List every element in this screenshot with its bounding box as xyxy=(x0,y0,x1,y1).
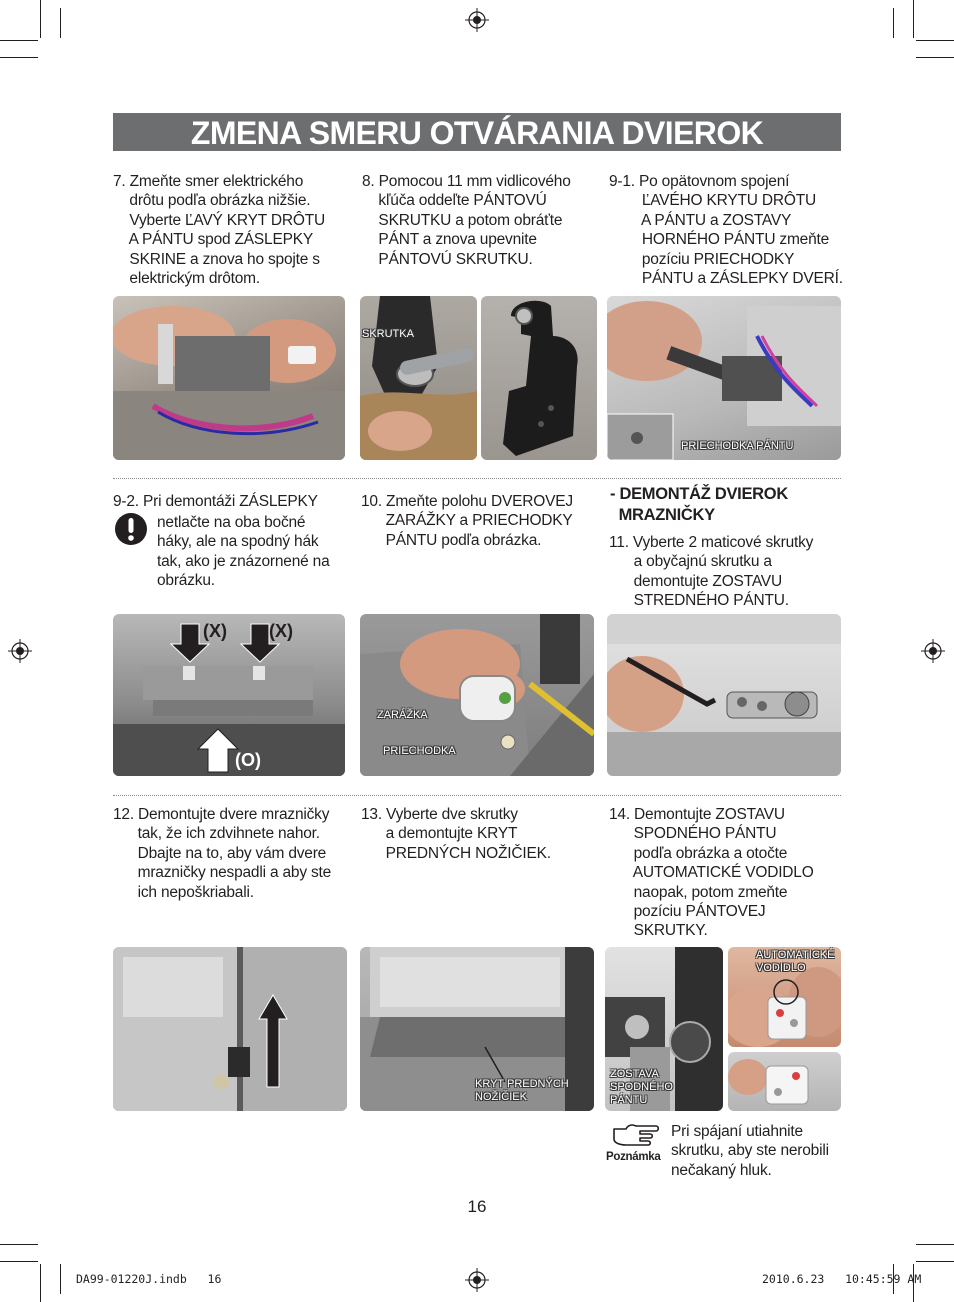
note-icon-label: Poznámka xyxy=(606,1151,661,1163)
photo-hinge xyxy=(481,296,597,460)
section-divider xyxy=(113,478,841,479)
label-zarazka: ZARÁŽKA xyxy=(377,709,428,721)
crop-mark xyxy=(913,0,914,38)
crop-mark xyxy=(916,40,954,41)
step-9-2-body: netlačte na oba bočné háky, ale na spodný hák tak, ako je znázornené na obrázku. xyxy=(157,514,330,590)
door-cap-illustration xyxy=(113,614,345,776)
crop-mark xyxy=(0,1261,38,1262)
auto-guide-reversed-illustration xyxy=(728,1052,841,1111)
wire-cover-illustration xyxy=(113,296,345,460)
photo-auto-guide-reversed xyxy=(728,1052,841,1111)
pointing-hand-icon xyxy=(610,1121,660,1151)
registration-mark-icon xyxy=(8,639,32,663)
photo-freezer-door xyxy=(113,947,347,1111)
registration-mark-icon xyxy=(465,1268,489,1292)
step-14-text: 14. Demontujte ZOSTAVU SPODNÉHO PÁNTU podľa obrázka a otočte AUTOMATICKÉ VODIDLO naopak, potom zmeňte pozíciu PÁNTOVEJ SKRUTKY. xyxy=(609,806,814,940)
crop-mark xyxy=(40,0,41,38)
photo-door-stopper xyxy=(360,614,594,776)
crop-mark xyxy=(916,57,954,58)
label-skrutka: SKRUTKA xyxy=(362,328,414,340)
label-kryt-prednych-noziciek: KRYT PREDNÝCH NOŽIČIEK xyxy=(475,1078,569,1103)
photo-bottom-hinge xyxy=(605,947,723,1111)
label-o: (O) xyxy=(235,750,261,770)
photo-middle-hinge xyxy=(607,614,841,776)
crop-mark xyxy=(0,57,38,58)
crop-mark xyxy=(40,1264,41,1302)
label-priechodka-pantu: PRIECHODKA PÁNTU xyxy=(681,440,794,452)
wrench-illustration xyxy=(360,296,477,460)
middle-hinge-illustration xyxy=(607,614,841,776)
note-text: Pri spájaní utiahnite skrutku, aby ste nerobili nečakaný hluk. xyxy=(671,1123,829,1179)
crop-mark xyxy=(60,8,61,38)
section-divider xyxy=(113,795,841,796)
photo-door-cap xyxy=(113,614,345,776)
registration-mark-icon xyxy=(465,8,489,32)
hinge-grommet-illustration xyxy=(607,296,841,460)
crop-mark xyxy=(60,1264,61,1294)
step-13-text: 13. Vyberte dve skrutky a demontujte KRYT PREDNÝCH NOŽIČIEK. xyxy=(361,806,551,862)
crop-mark xyxy=(893,8,894,38)
label-priechodka: PRIECHODKA xyxy=(383,745,456,757)
step-9-1-text: 9-1. Po opätovnom spojení ĽAVÉHO KRYTU DRÔTU A PÁNTU a ZOSTAVY HORNÉHO PÁNTU zmeňte pozíciu PRIECHODKY PÁNTU a ZÁSLEPKY DVERÍ. xyxy=(609,173,843,288)
hinge-illustration xyxy=(481,296,597,460)
step-8-text: 8. Pomocou 11 mm vidlicového kľúča oddeľte PÁNTOVÚ SKRUTKU a potom obráťte PÁNT a znova upevnite PÁNTOVÚ SKRUTKU. xyxy=(362,173,571,268)
crop-mark xyxy=(916,1261,954,1262)
section-heading-freezer: - DEMONTÁŽ DVIEROK MRAZNIČKY xyxy=(610,485,788,524)
page-title: ZMENA SMERU OTVÁRANIA DVIEROK xyxy=(190,115,764,151)
footer-timestamp: 2010.6.23 10:45:59 AM xyxy=(762,1272,922,1286)
crop-mark xyxy=(916,1244,954,1245)
step-12-text: 12. Demontujte dvere mrazničky tak, že ich zdvihnete nahor. Dbajte na to, aby vám dvere mrazničky nespadli a aby ste ich nepoškriabali. xyxy=(113,806,332,901)
step-7-text: 7. Zmeňte smer elektrického drôtu podľa obrázka nižšie. Vyberte ĽAVÝ KRYT DRÔTU A PÁNTU spod ZÁSLEPKY SKRINE a znova ho spojte s elektrickým drôtom. xyxy=(113,173,325,288)
crop-mark xyxy=(0,1244,38,1245)
photo-wire-cover xyxy=(113,296,345,460)
label-x-right: (X) xyxy=(269,621,293,641)
footer-file-info: DA99-01220J.indb 16 xyxy=(76,1272,222,1286)
photo-wrench xyxy=(360,296,477,460)
warning-icon xyxy=(114,512,148,546)
crop-mark xyxy=(0,40,38,41)
freezer-door-illustration xyxy=(113,947,347,1111)
registration-mark-icon xyxy=(921,639,945,663)
photo-hinge-grommet xyxy=(607,296,841,460)
step-10-text: 10. Zmeňte polohu DVEROVEJ ZARÁŽKY a PRIECHODKY PÁNTU podľa obrázka. xyxy=(361,493,573,549)
page-number: 16 xyxy=(467,1197,487,1216)
step-11-text: 11. Vyberte 2 maticové skrutky a obyčajnú skrutku a demontujte ZOSTAVU STREDNÉHO PÁNTU. xyxy=(609,534,814,610)
photo-auto-guide xyxy=(728,947,841,1047)
label-automaticke-vodidlo: AUTOMATICKÉ VODIDLO xyxy=(756,949,835,974)
label-x-left: (X) xyxy=(203,621,227,641)
step-9-2-heading: 9-2. Pri demontáži ZÁSLEPKY xyxy=(113,493,318,510)
photo-feet-cover xyxy=(360,947,594,1111)
label-zostava-spodneho-pantu: ZOSTAVA SPODNÉHO PÁNTU xyxy=(610,1068,673,1106)
title-bar xyxy=(113,113,841,151)
